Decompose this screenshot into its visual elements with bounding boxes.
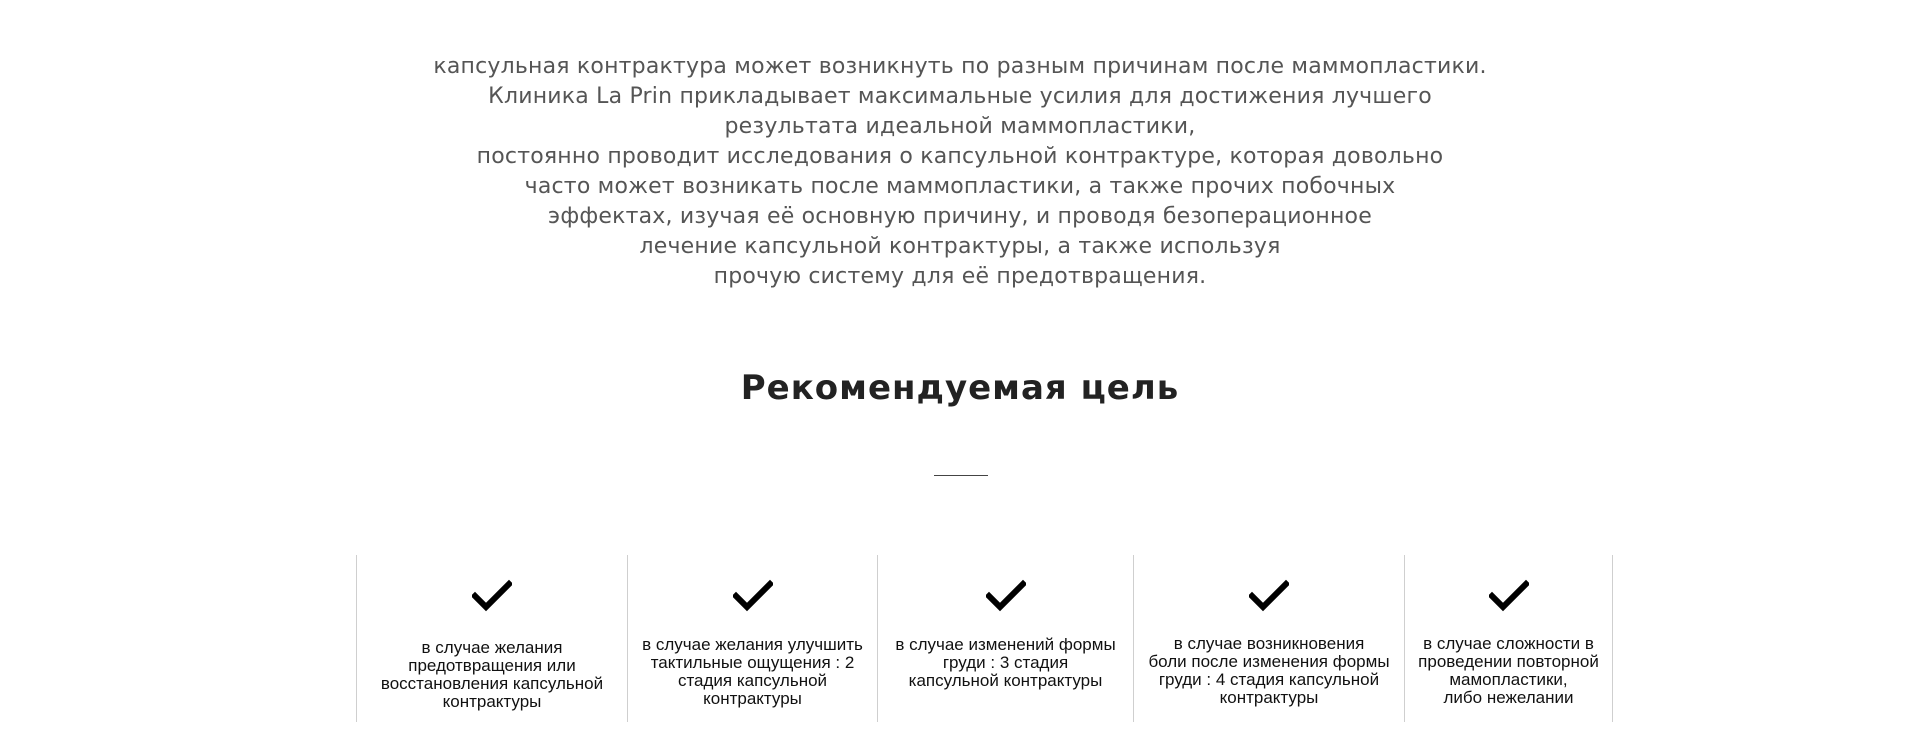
target-item bbox=[628, 555, 878, 722]
checkmark-icon bbox=[1489, 579, 1529, 613]
intro-line: эффектах, изучая её основную причину, и проводя безоперационное bbox=[548, 204, 1372, 229]
checkmark-icon bbox=[1249, 579, 1289, 613]
section-title: Рекомендуемая цель bbox=[740, 368, 1180, 408]
target-caption: в случае возникновения боли после изменения формы груди : 4 стадия капсульной контрактуры bbox=[1148, 634, 1390, 707]
intro-line: постоянно проводит исследования о капсульной контрактуре, которая довольно bbox=[476, 144, 1444, 169]
target-item bbox=[878, 555, 1134, 722]
target-caption: в случае желания предотвращения или восстановления капсульной контрактуры bbox=[380, 638, 604, 711]
target-item bbox=[1134, 555, 1405, 722]
checkmark-icon bbox=[733, 579, 773, 613]
recommended-targets bbox=[356, 555, 1613, 722]
checkmark-icon bbox=[472, 579, 512, 613]
intro-line: капсульная контрактура может возникнуть по разным причинам после маммопластики. bbox=[433, 54, 1487, 79]
checkmark-icon bbox=[986, 579, 1026, 613]
target-caption: в случае изменений формы груди : 3 стадия капсульной контрактуры bbox=[895, 635, 1116, 690]
target-caption: в случае сложности в проведении повторной мамопластики, либо нежелании bbox=[1418, 634, 1599, 707]
target-item bbox=[357, 555, 628, 722]
intro-line: часто может возникать после маммопластики, а также прочих побочных bbox=[524, 174, 1396, 199]
intro-line: Клиника La Prin прикладывает максимальные усилия для достижения лучшего bbox=[488, 84, 1432, 109]
target-caption: в случае желания улучшить тактильные ощущения : 2 стадия капсульной контрактуры bbox=[642, 635, 863, 708]
intro-line: прочую систему для её предотвращения. bbox=[713, 264, 1207, 289]
target-item bbox=[1405, 555, 1613, 722]
title-divider bbox=[934, 475, 988, 476]
intro-line: лечение капсульной контрактуры, а также используя bbox=[639, 234, 1281, 259]
intro-line: результата идеальной маммопластики, bbox=[724, 114, 1196, 139]
intro-paragraph bbox=[360, 52, 1560, 292]
